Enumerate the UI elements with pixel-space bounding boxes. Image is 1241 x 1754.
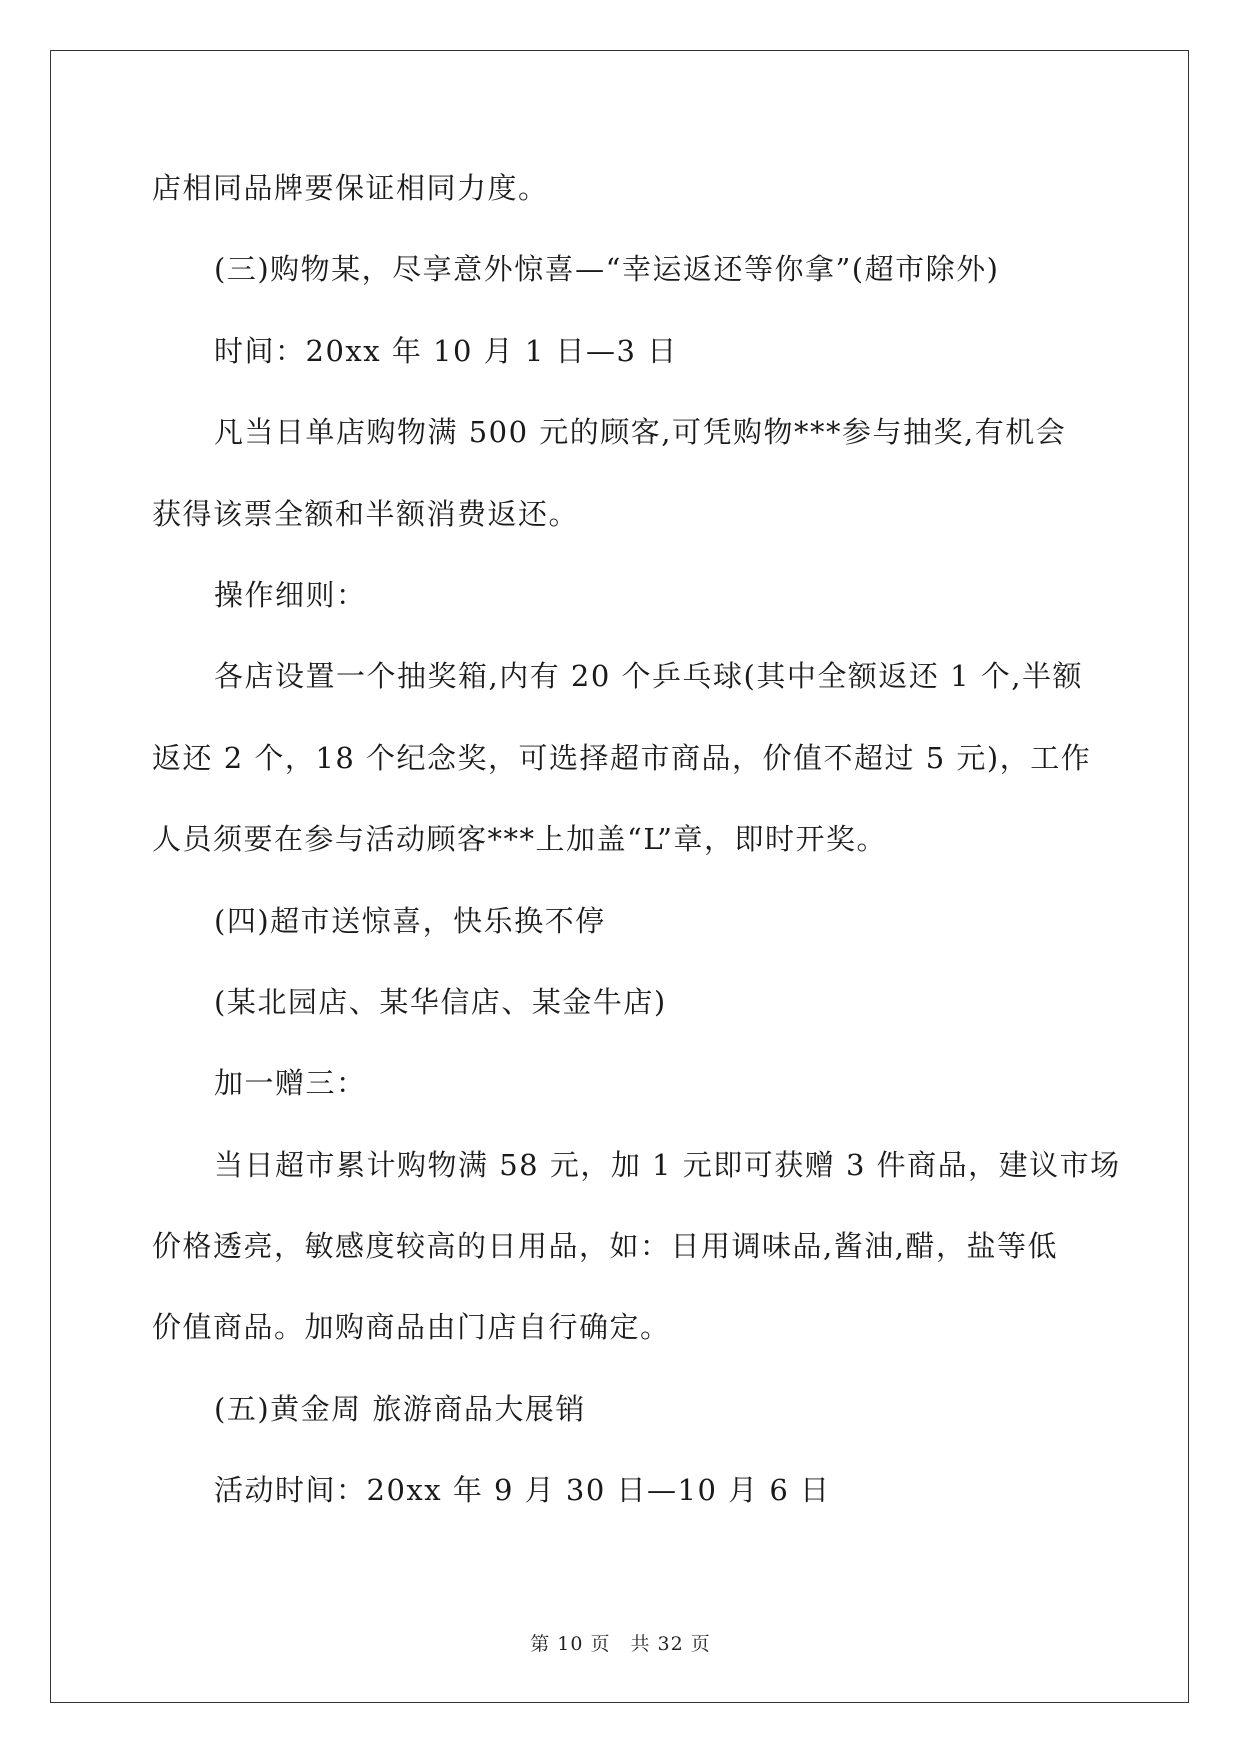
paragraph-line: 获得该票全额和半额消费返还。 bbox=[152, 496, 580, 531]
paragraph-line: 加一赠三： bbox=[214, 1066, 367, 1101]
section-heading-5: (五)黄金周 旅游商品大展销 bbox=[214, 1391, 586, 1426]
paragraph-line: 店相同品牌要保证相同力度。 bbox=[152, 171, 549, 205]
document-body bbox=[152, 168, 1121, 1552]
page-number-footer: 第 10 页 共 32 页 bbox=[530, 1633, 711, 1655]
paragraph-line: (某北园店、某华信店、某金牛店) bbox=[214, 984, 667, 1019]
paragraph-line: 活动时间：20xx 年 9 月 30 日—10 月 6 日 bbox=[214, 1473, 831, 1508]
paragraph-line: 凡当日单店购物满 500 元的顾客,可凭购物***参与抽奖,有机会 bbox=[214, 415, 1067, 450]
paragraph-line: 人员须要在参与活动顾客***上加盖“L”章，即时开奖。 bbox=[152, 822, 887, 857]
paragraph-line: 各店设置一个抽奖箱,内有 20 个乒乓球(其中全额返还 1 个,半额 bbox=[214, 659, 1083, 694]
section-heading-3: (三)购物某，尽享意外惊喜—“幸运返还等你拿”(超市除外) bbox=[214, 252, 1000, 287]
section-heading-4: (四)超市送惊喜，快乐换不停 bbox=[214, 903, 606, 938]
paragraph-line: 价值商品。加购商品由门店自行确定。 bbox=[152, 1310, 671, 1345]
paragraph-line: 价格透亮，敏感度较高的日用品，如：日用调味品,酱油,醋，盐等低 bbox=[152, 1229, 1058, 1264]
paragraph-line: 操作细则： bbox=[214, 577, 367, 612]
paragraph-line: 时间：20xx 年 10 月 1 日—3 日 bbox=[214, 333, 678, 368]
paragraph-line: 当日超市累计购物满 58 元，加 1 元即可获赠 3 件商品，建议市场 bbox=[214, 1147, 1121, 1182]
paragraph-line: 返还 2 个，18 个纪念奖，可选择超市商品，价值不超过 5 元)，工作 bbox=[152, 740, 1092, 775]
